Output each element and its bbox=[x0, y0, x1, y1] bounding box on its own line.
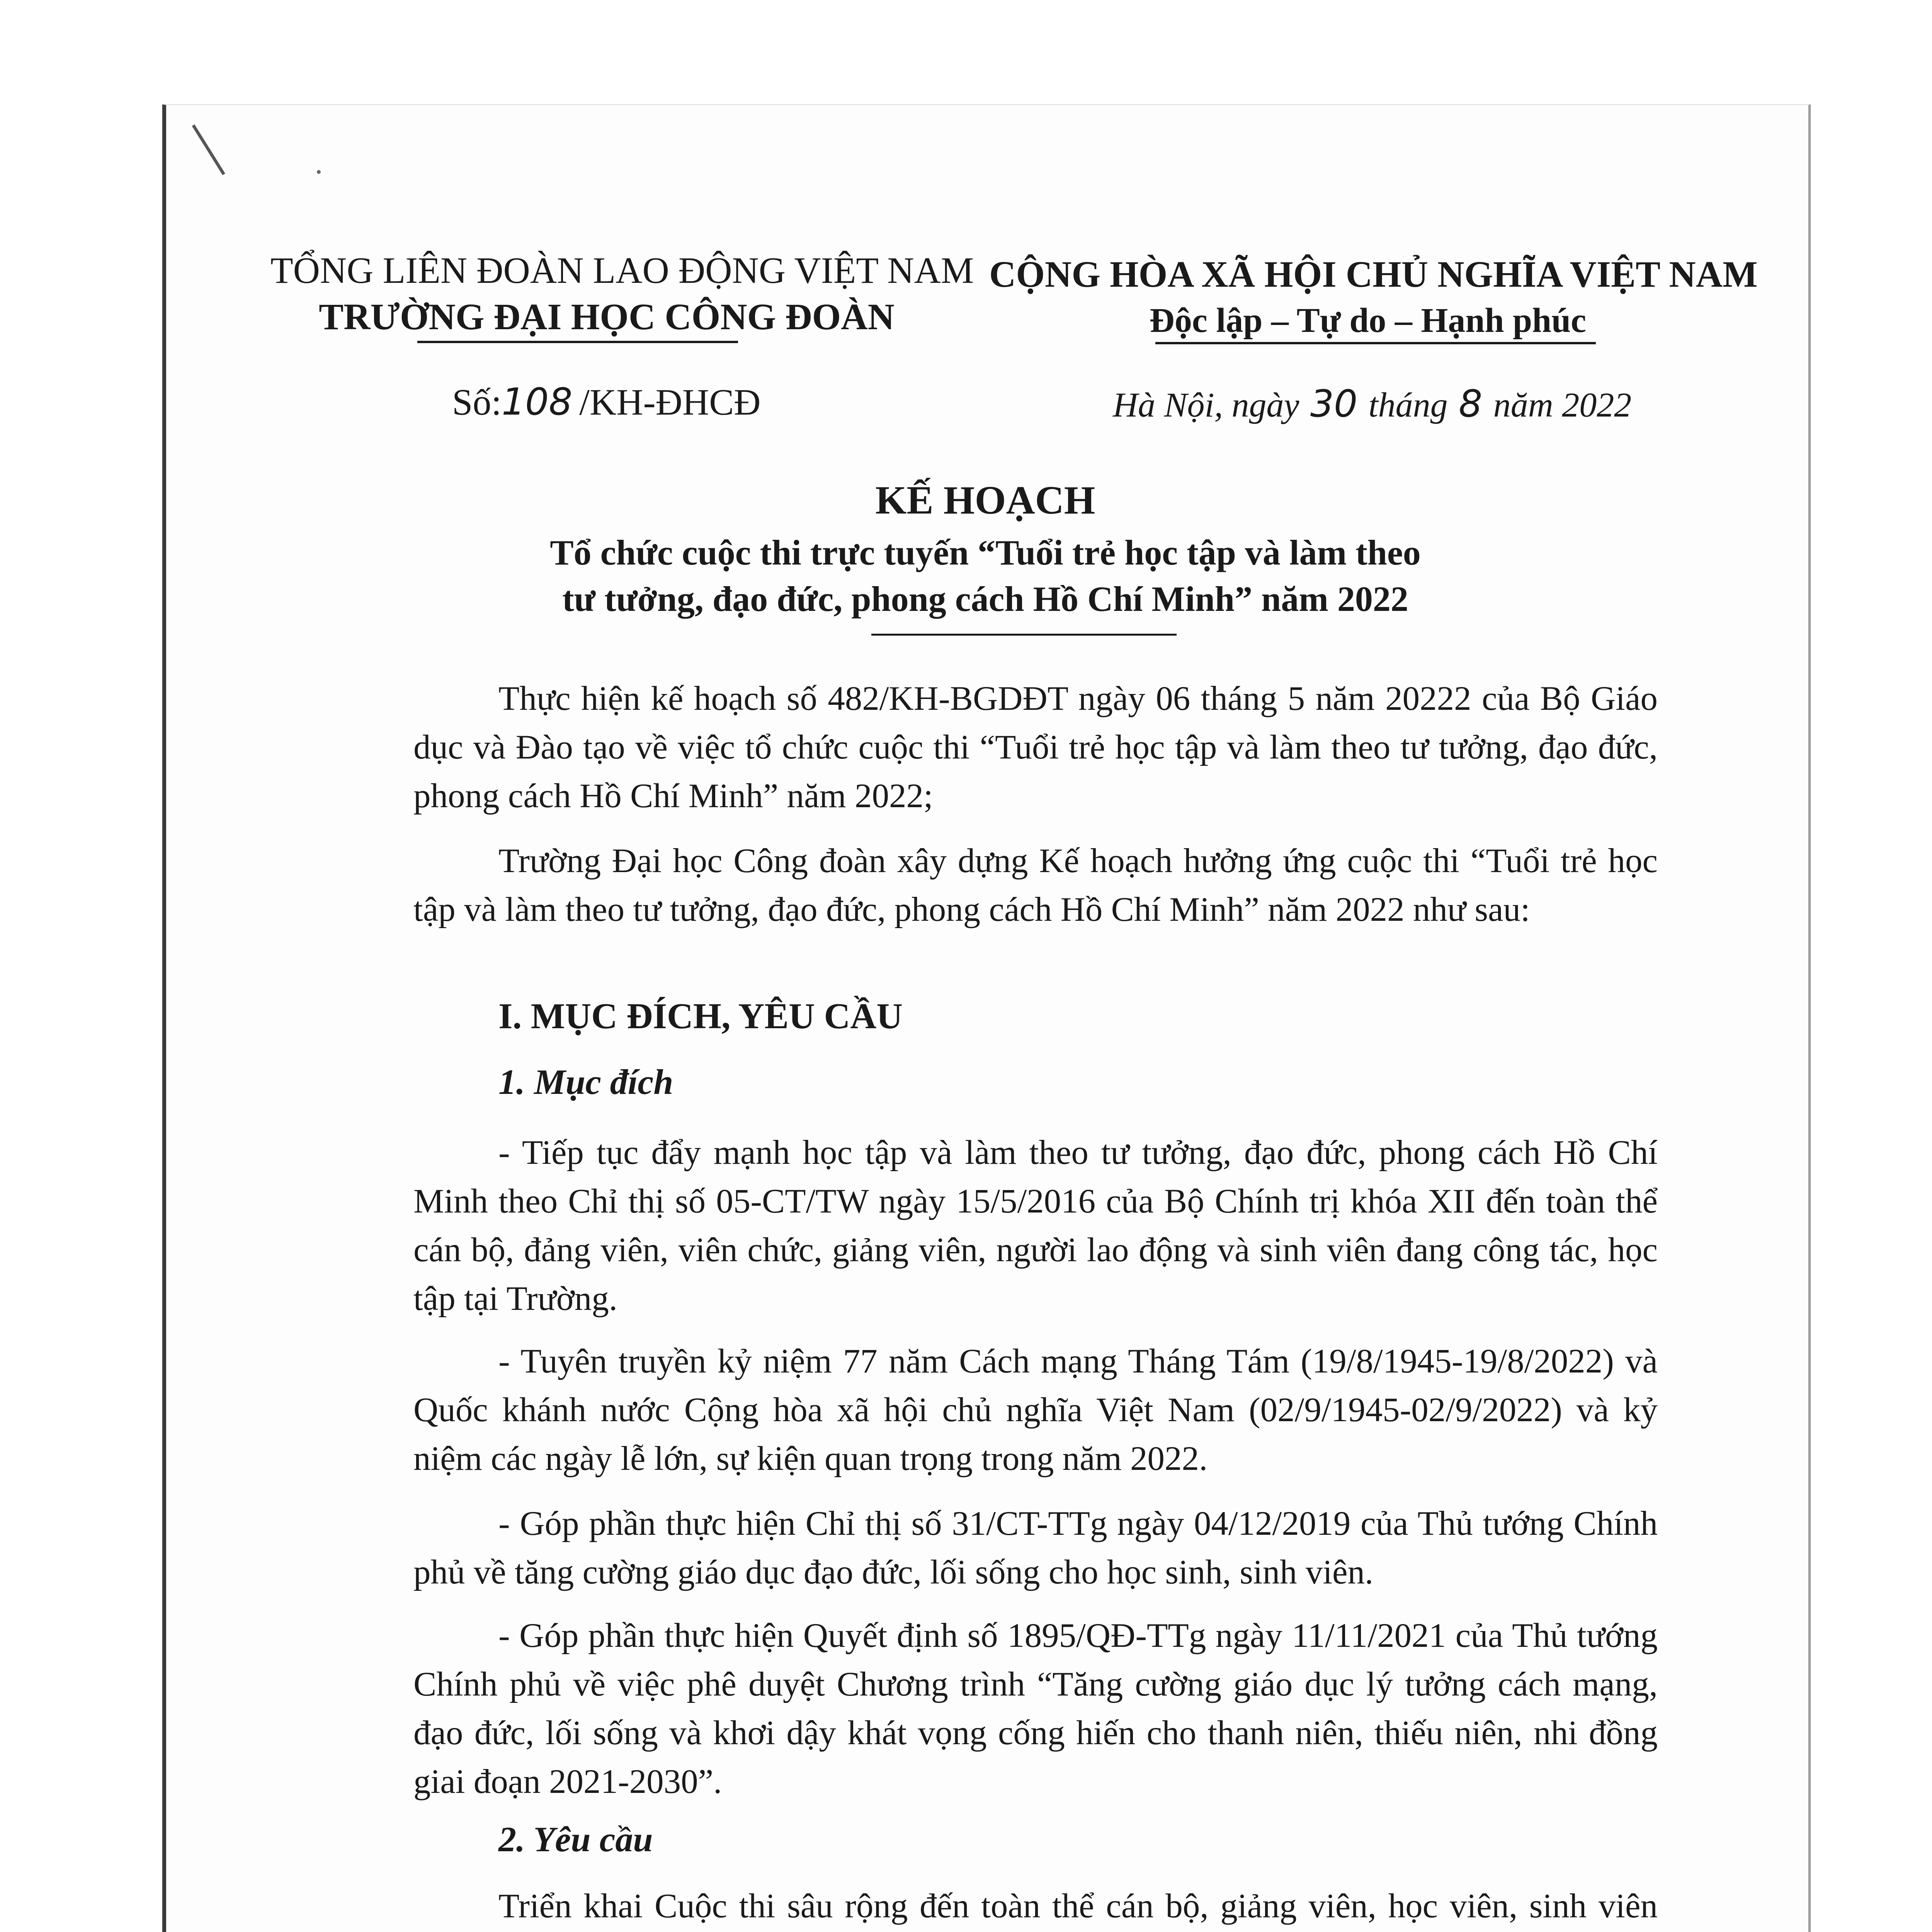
intro-paragraph-1: Thực hiện kế hoạch số 482/KH-BGDĐT ngày 06 tháng 5 năm 20222 của Bộ Giáo dục và Đào tạo về việc tổ chức cuộc thi “Tuổi trẻ học tập và làm theo tư tưởng, đạo đức, phong cách Hồ Chí Minh” năm 2022; bbox=[413, 680, 1658, 815]
nation-name: CỘNG HÒA XÃ HỘI CHỦ NGHĨA VIỆT NAM bbox=[989, 253, 1758, 295]
date-place: Hà Nội, ngày bbox=[1113, 386, 1299, 424]
requirement-paragraph: Triển khai Cuộc thi sâu rộng đến toàn thể cán bộ, giảng viên, học viên, sinh viên bbox=[498, 1887, 1658, 1925]
purpose-item-3: - Góp phần thực hiện Chỉ thị số 31/CT-TTg ngày 04/12/2019 của Thủ tướng Chính phủ về tăng cường giáo dục đạo đức, lối sống cho học sinh, sinh viên. bbox=[413, 1505, 1658, 1591]
national-motto: Độc lập – Tự do – Hạnh phúc bbox=[1149, 301, 1587, 340]
document-number bbox=[452, 379, 761, 425]
date-month-handwritten: 8 bbox=[1459, 382, 1483, 425]
org-name: TỔNG LIÊN ĐOÀN LAO ĐỘNG VIỆT NAM bbox=[270, 250, 974, 291]
purpose-item-4: - Góp phần thực hiện Quyết định số 1895/QĐ-TTg ngày 11/11/2021 của Thủ tướng Chính phủ về việc phê duyệt Chương trình “Tăng cường giáo dục lý tưởng cách mạng, đạo đức, lối sống và khơi dậy khát vọng cống hiến cho thanh niên, thiếu niên, nhi đồng giai đoạn 2021-2030”. bbox=[413, 1617, 1658, 1801]
document-title: KẾ HOẠCH bbox=[875, 478, 1095, 522]
date-day-handwritten: 30 bbox=[1310, 382, 1358, 425]
intro-paragraph-2: Trường Đại học Công đoàn xây dựng Kế hoạch hưởng ứng cuộc thi “Tuổi trẻ học tập và làm theo tư tưởng, đạo đức, phong cách Hồ Chí Minh” năm 2022 như sau: bbox=[413, 842, 1658, 929]
motto-underline bbox=[1155, 342, 1596, 344]
doc-number-suffix: /KH-ĐHCĐ bbox=[579, 381, 761, 423]
school-underline bbox=[417, 341, 738, 343]
doc-number-prefix: Số: bbox=[452, 381, 502, 423]
section-1-heading: I. MỤC ĐÍCH, YÊU CẦU bbox=[498, 996, 903, 1036]
purpose-item-1: - Tiếp tục đẩy mạnh học tập và làm theo tư tưởng, đạo đức, phong cách Hồ Chí Minh theo Chỉ thị số 05-CT/TW ngày 15/5/2016 của Bộ Chính trị khóa XII đến toàn thể cán bộ, đảng viên, viên chức, giảng viên, người lao động và sinh viên đang công tác, học tập tại Trường. bbox=[413, 1134, 1658, 1318]
doc-number-handwritten: 108 bbox=[502, 380, 573, 423]
title-line-1: Tổ chức cuộc thi trực tuyến “Tuổi trẻ học tập và làm theo bbox=[550, 533, 1421, 572]
purpose-item-2: - Tuyên truyền kỷ niệm 77 năm Cách mạng Tháng Tám (19/8/1945-19/8/2022) và Quốc khánh nước Cộng hòa xã hội chủ nghĩa Việt Nam (02/9/1945-02/9/2022) và kỷ niệm các ngày lễ lớn, sự kiện quan trọng trong năm 2022. bbox=[413, 1342, 1658, 1478]
section-1-sub-1: 1. Mục đích bbox=[498, 1062, 673, 1102]
scan-dot bbox=[317, 170, 321, 174]
title-line-2: tư tưởng, đạo đức, phong cách Hồ Chí Minh” năm 2022 bbox=[562, 579, 1408, 619]
school-name: TRƯỜNG ĐẠI HỌC CÔNG ĐOÀN bbox=[319, 296, 895, 337]
date-line bbox=[1113, 381, 1631, 429]
date-year: năm 2022 bbox=[1493, 386, 1632, 424]
section-1-sub-2: 2. Yêu cầu bbox=[498, 1820, 653, 1859]
date-month-label: tháng bbox=[1368, 386, 1448, 424]
title-underline bbox=[871, 634, 1177, 636]
